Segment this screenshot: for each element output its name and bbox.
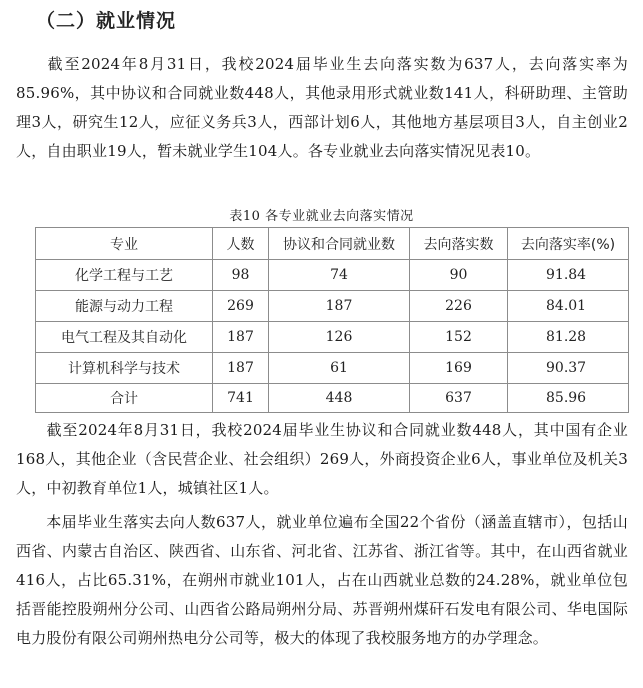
table-row xyxy=(36,260,629,291)
cell-contract: 61 xyxy=(269,353,410,384)
cell-rate: 81.28 xyxy=(508,322,629,353)
table-row xyxy=(36,353,629,384)
cell-contract: 187 xyxy=(269,291,410,322)
cell-placed: 169 xyxy=(410,353,508,384)
cell-major: 能源与动力工程 xyxy=(36,291,213,322)
cell-rate: 84.01 xyxy=(508,291,629,322)
paragraph-employment-summary xyxy=(16,50,628,166)
cell-rate: 85.96 xyxy=(508,384,629,413)
cell-contract: 74 xyxy=(269,260,410,291)
cell-contract: 448 xyxy=(269,384,410,413)
cell-rate: 90.37 xyxy=(508,353,629,384)
cell-count: 741 xyxy=(213,384,269,413)
header-rate: 去向落实率(%) xyxy=(508,228,629,260)
cell-major: 计算机科学与技术 xyxy=(36,353,213,384)
table-row xyxy=(36,322,629,353)
cell-placed: 226 xyxy=(410,291,508,322)
paragraph-text: 截至2024年8月31日，我校2024届毕业生协议和合同就业数448人，其中国有企业168人，其他企业（含民营企业、社会组织）269人，外商投资企业6人，事业单位及机关3人，中初教育单位1人，城镇社区1人。 xyxy=(16,421,628,497)
section-heading: （二）就业情况 xyxy=(36,10,177,32)
cell-placed: 637 xyxy=(410,384,508,413)
paragraph-text: 本届毕业生落实去向人数637人，就业单位遍布全国22个省份（涵盖直辖市），包括山西省、内蒙古自治区、陕西省、山东省、河北省、江苏省、浙江省等。其中，在山西省就业416人，占比65.31%，在朔州市就业101人，占在山西就业总数的24.28%，就业单位包括晋能控股朔州分公司、山西省公路局朔州分局、苏晋朔州煤矸石发电有限公司、华电国际电力股份有限公司朔州热电分公司等，极大的体现了我校服务地方的办学理念。 xyxy=(16,513,628,647)
header-contract: 协议和合同就业数 xyxy=(269,228,410,260)
table-total-row xyxy=(36,384,629,413)
paragraph-contract-breakdown xyxy=(16,416,628,503)
table-header-row xyxy=(36,228,629,260)
header-count: 人数 xyxy=(213,228,269,260)
cell-contract: 126 xyxy=(269,322,410,353)
cell-placed: 152 xyxy=(410,322,508,353)
cell-rate: 91.84 xyxy=(508,260,629,291)
paragraph-text: 截至2024年8月31日，我校2024届毕业生去向落实数为637人，去向落实率为85.96%，其中协议和合同就业数448人，其他录用形式就业数141人，科研助理、主管助理3人，研究生12人，应征义务兵3人，西部计划6人，其他地方基层项目3人，自主创业2人，自由职业19人，暂未就业学生104人。各专业就业去向落实情况见表10。 xyxy=(16,55,628,160)
cell-count: 187 xyxy=(213,322,269,353)
cell-major: 合计 xyxy=(36,384,213,413)
cell-major: 电气工程及其自动化 xyxy=(36,322,213,353)
cell-count: 269 xyxy=(213,291,269,322)
cell-count: 187 xyxy=(213,353,269,384)
paragraph-regional-distribution xyxy=(16,508,628,653)
table-caption: 表10 各专业就业去向落实情况 xyxy=(229,209,414,224)
cell-major: 化学工程与工艺 xyxy=(36,260,213,291)
cell-count: 98 xyxy=(213,260,269,291)
header-placed: 去向落实数 xyxy=(410,228,508,260)
cell-placed: 90 xyxy=(410,260,508,291)
header-major: 专业 xyxy=(36,228,213,260)
employment-by-major-table xyxy=(35,227,629,413)
table-row xyxy=(36,291,629,322)
